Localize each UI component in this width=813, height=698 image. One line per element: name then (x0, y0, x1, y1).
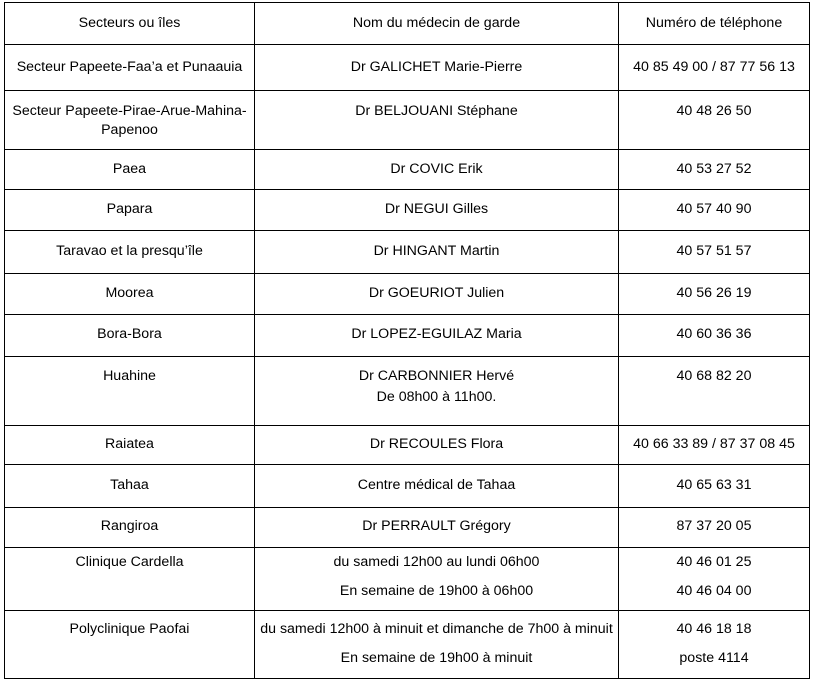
doctor-cell (255, 91, 619, 150)
phone-cell-line: 40 46 01 25 (676, 554, 752, 570)
sector-cell (5, 45, 255, 91)
on-call-doctors-table (4, 2, 810, 679)
header-row (5, 3, 810, 45)
doctor-cell-line: du samedi 12h00 à minuit et dimanche de 7h00 à minuit (260, 621, 613, 637)
phone-cell (619, 150, 810, 190)
doctor-cell (255, 45, 619, 91)
sector-cell-line: Huahine (103, 368, 156, 384)
phone-cell (619, 274, 810, 315)
table-row (5, 465, 810, 508)
sector-cell (5, 465, 255, 508)
sector-cell-line: Taravao et la presqu’île (56, 243, 203, 259)
sector-cell-line: Tahaa (110, 477, 149, 493)
phone-cell-line: 40 68 82 20 (676, 368, 752, 384)
doctor-cell-line: De 08h00 à 11h00. (376, 389, 497, 405)
doctor-cell (255, 190, 619, 231)
phone-cell (619, 465, 810, 508)
phone-cell (619, 190, 810, 231)
sector-cell-line: Polyclinique Paofai (69, 621, 190, 637)
sector-cell-line: Papara (106, 201, 153, 217)
table-row (5, 508, 810, 548)
doctor-cell-line: Dr RECOULES Flora (369, 436, 504, 452)
sector-cell (5, 508, 255, 548)
sector-cell (5, 231, 255, 274)
doctor-cell-line: Dr PERRAULT Grégory (362, 518, 511, 534)
table-row (5, 45, 810, 91)
sector-cell (5, 274, 255, 315)
phone-cell-line: 40 60 36 36 (676, 326, 752, 342)
doctor-cell (255, 274, 619, 315)
sector-cell-line: Clinique Cardella (75, 554, 184, 570)
phone-cell (619, 231, 810, 274)
table-row (5, 315, 810, 357)
sector-cell-line: Papenoo (101, 122, 158, 138)
phone-cell (619, 611, 810, 679)
table-row (5, 190, 810, 231)
header-phone: Numéro de téléphone (619, 3, 810, 45)
table-row (5, 611, 810, 679)
phone-cell (619, 508, 810, 548)
phone-cell-line: 40 46 18 18 (676, 621, 752, 637)
doctor-cell (255, 508, 619, 548)
phone-cell (619, 315, 810, 357)
phone-cell-line: 40 46 04 00 (676, 583, 752, 599)
doctor-cell (255, 548, 619, 611)
doctor-cell-line: Dr COVIC Erik (390, 161, 483, 177)
doctor-cell (255, 231, 619, 274)
doctor-cell-line: Centre médical de Tahaa (357, 477, 516, 493)
sector-cell-line: Rangiroa (100, 518, 159, 534)
phone-cell (619, 91, 810, 150)
table-body (5, 45, 810, 679)
doctor-cell (255, 315, 619, 357)
doctor-cell-line: Dr LOPEZ-EGUILAZ Maria (351, 326, 522, 342)
phone-cell-line: 87 37 20 05 (676, 518, 752, 534)
phone-cell-line: poste 4114 (679, 650, 749, 666)
sector-cell-line: Bora-Bora (97, 326, 162, 342)
doctor-cell-line: Dr GOEURIOT Julien (368, 285, 505, 301)
sector-cell-line: Secteur Papeete-Pirae-Arue-Mahina- (12, 103, 247, 119)
phone-cell-line: 40 56 26 19 (676, 285, 752, 301)
phone-cell-line: 40 57 51 57 (676, 243, 752, 259)
sector-cell-line: Moorea (105, 285, 154, 301)
phone-cell-line: 40 65 63 31 (676, 477, 752, 493)
table-row (5, 91, 810, 150)
doctor-cell (255, 150, 619, 190)
phone-cell-line: 40 57 40 90 (676, 201, 752, 217)
doctor-cell-line: Dr BELJOUANI Stéphane (355, 103, 518, 119)
phone-cell-line: 40 66 33 89 / 87 37 08 45 (633, 436, 795, 452)
doctor-cell (255, 465, 619, 508)
doctor-cell-line: Dr CARBONNIER Hervé (358, 368, 515, 384)
doctor-cell-line: du samedi 12h00 au lundi 06h00 (333, 554, 540, 570)
sector-cell (5, 150, 255, 190)
doctor-cell-line: Dr GALICHET Marie-Pierre (350, 59, 523, 75)
sector-cell (5, 611, 255, 679)
sector-cell (5, 426, 255, 465)
doctor-cell-line: Dr NEGUI Gilles (384, 201, 489, 217)
phone-cell-line: 40 53 27 52 (676, 161, 752, 177)
sector-cell-line: Secteur Papeete-Faa’a et Punaauia (16, 59, 243, 75)
phone-cell (619, 45, 810, 91)
table-row (5, 426, 810, 465)
header-sector: Secteurs ou îles (5, 3, 255, 45)
doctor-cell (255, 611, 619, 679)
sector-cell (5, 548, 255, 611)
phone-cell (619, 426, 810, 465)
doctor-cell (255, 357, 619, 426)
doctor-cell-line: En semaine de 19h00 à 06h00 (339, 583, 534, 599)
doctor-cell (255, 426, 619, 465)
doctor-cell-line: Dr HINGANT Martin (373, 243, 500, 259)
sector-cell (5, 315, 255, 357)
phone-cell (619, 548, 810, 611)
table-row (5, 150, 810, 190)
table-row (5, 231, 810, 274)
table-row (5, 274, 810, 315)
phone-cell-line: 40 85 49 00 / 87 77 56 13 (633, 59, 795, 75)
sector-cell-line: Raiatea (105, 436, 154, 452)
table-row (5, 548, 810, 611)
phone-cell-line: 40 48 26 50 (676, 103, 752, 119)
doctor-cell-line: En semaine de 19h00 à minuit (340, 650, 533, 666)
phone-cell (619, 357, 810, 426)
sector-cell (5, 190, 255, 231)
sector-cell (5, 91, 255, 150)
header-doctor: Nom du médecin de garde (255, 3, 619, 45)
sector-cell-line: Paea (112, 161, 147, 177)
table-row (5, 357, 810, 426)
sector-cell (5, 357, 255, 426)
